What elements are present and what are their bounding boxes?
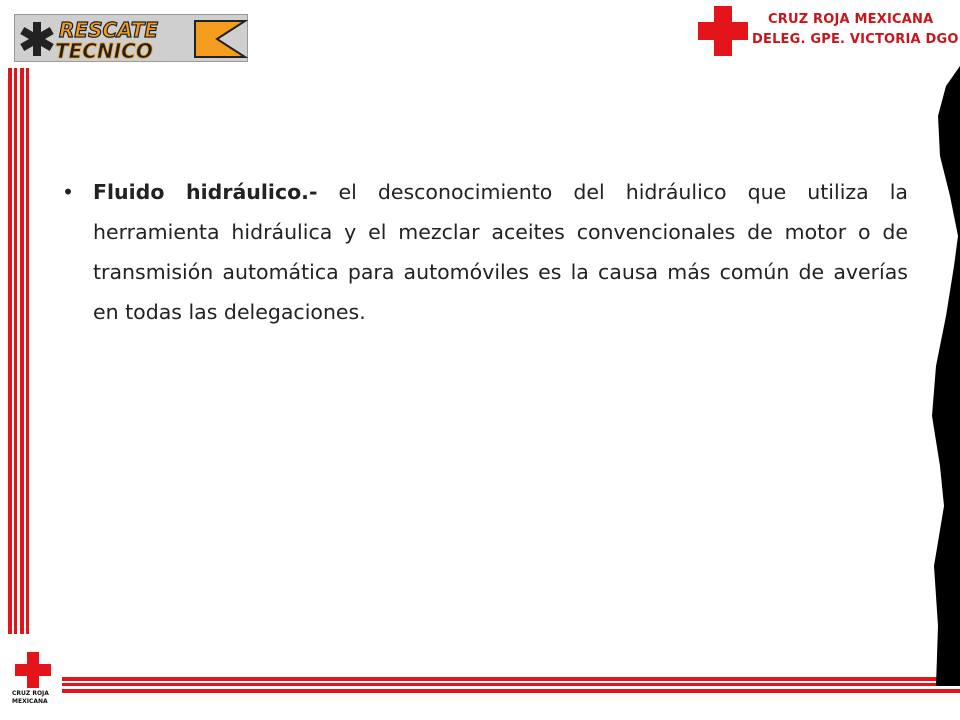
small-red-cross-icon [15,652,51,688]
slide-body [62,172,908,332]
logo-line-tecnico: TECNICO [55,39,153,63]
bottom-stripe-2 [62,683,960,686]
org-delegation: DELEG. GPE. VICTORIA DGO [752,32,959,47]
bullet-marker: • [62,180,75,204]
left-stripe-1 [8,68,12,634]
bullet-term: Fluido hidráulico.- [93,180,318,204]
left-stripe-4 [26,68,29,634]
red-cross-icon [698,6,748,56]
rescate-tecnico-logo [14,14,248,62]
bottom-stripe-1 [62,677,960,681]
small-logo-line-2: MEXICANA [12,698,48,705]
bottom-stripe-3 [62,689,960,693]
bullet-item [62,172,908,332]
small-logo-line-1: CRUZ ROJA [12,690,49,697]
cruz-roja-small-logo [12,652,54,714]
left-stripe-3 [20,68,24,634]
left-stripe-2 [14,68,17,634]
cruz-roja-header [694,4,959,56]
bullet-text: el desconocimiento del hidráulico que utiliza la herramienta hidráulica y el mezclar aceites convencionales de motor o de transmisión automática para automóviles es la causa más común de averías en todas las delegaciones. [93,180,908,324]
star-of-life-icon [20,22,53,56]
profile-silhouette-graphic [930,66,960,686]
rescate-tecnico-logo-graphic [15,15,249,63]
org-name: CRUZ ROJA MEXICANA [768,12,934,27]
logo-line-rescate: RESCATE [59,18,159,42]
